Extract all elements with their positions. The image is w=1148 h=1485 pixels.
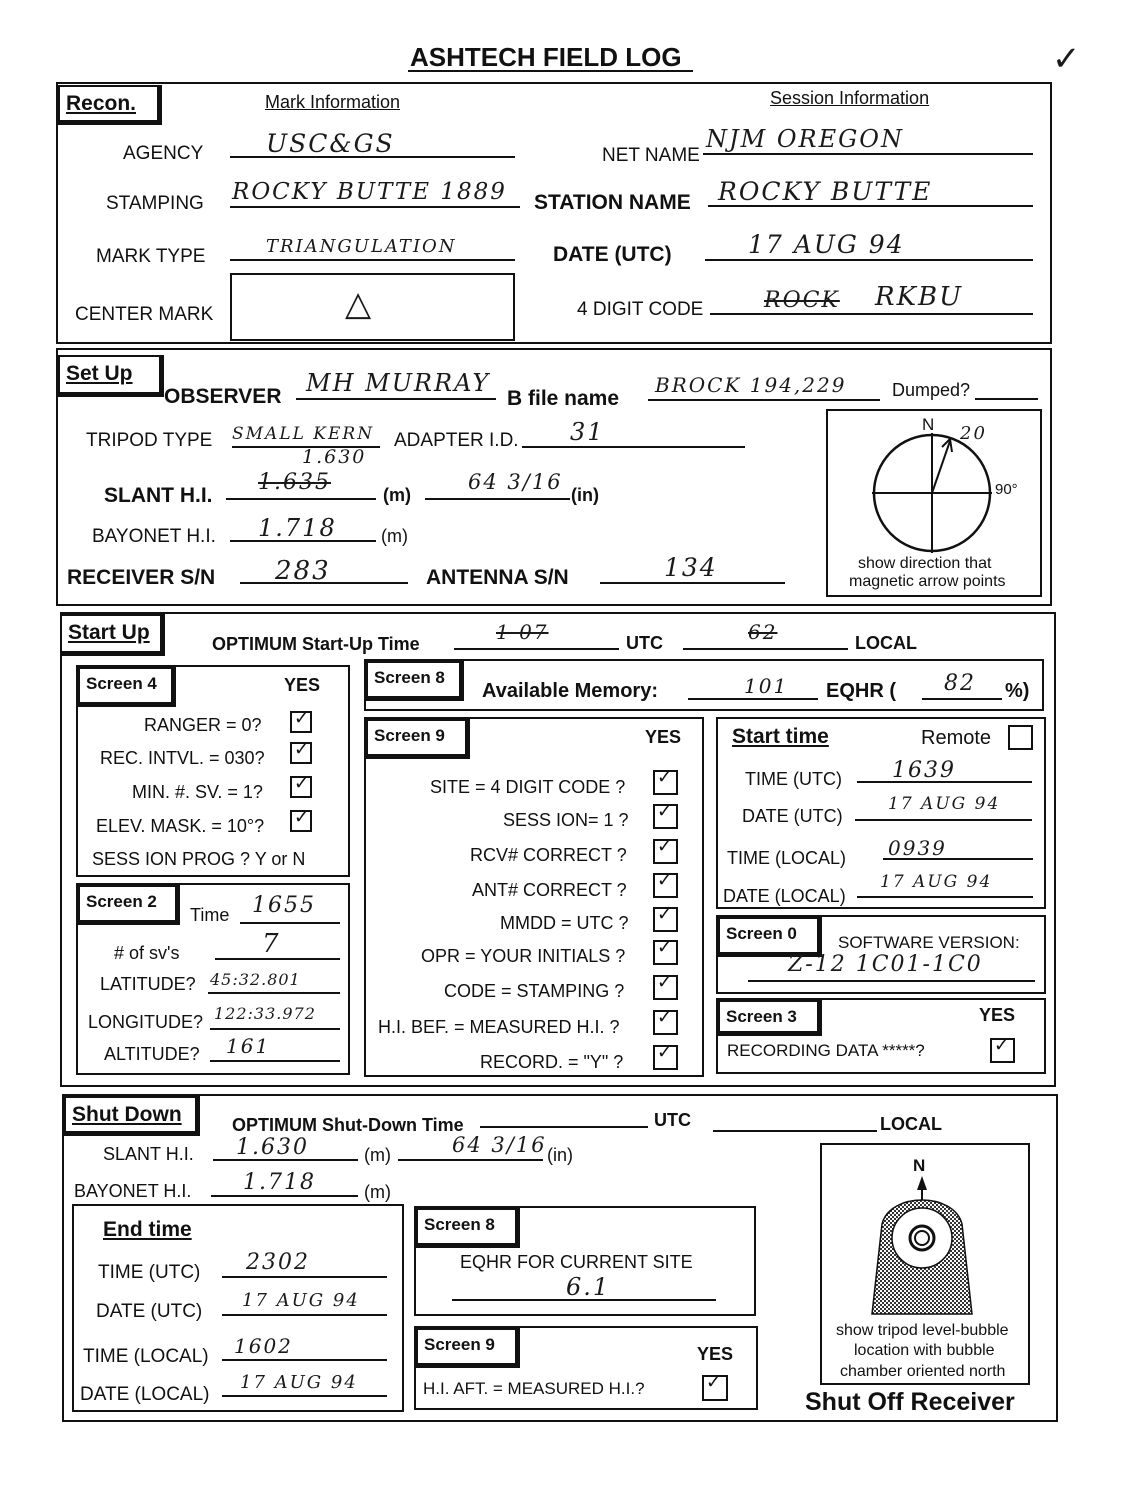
bfile-value[interactable]: BROCK 194,229 xyxy=(655,373,847,397)
shutdown-tag xyxy=(64,1096,200,1136)
digit-code-label: 4 DIGIT CODE xyxy=(577,299,704,320)
memory-label: Available Memory: xyxy=(482,680,658,702)
startup-tag xyxy=(60,614,165,656)
screen9-checkbox[interactable]: ✓ xyxy=(653,907,678,932)
screen9-tag xyxy=(366,719,470,759)
screen2-tag xyxy=(78,885,180,925)
end-time-utc-line xyxy=(222,1276,387,1278)
compass-caption-1: show direction that xyxy=(858,555,992,572)
end-time-local-line xyxy=(222,1359,387,1361)
start-date-utc-value[interactable]: 17 AUG 94 xyxy=(888,794,1001,814)
recording-data-checkbox[interactable]: ✓ xyxy=(990,1038,1015,1063)
date-utc-line xyxy=(705,259,1033,261)
end-time-utc-value[interactable]: 2302 xyxy=(246,1250,310,1275)
title-underline xyxy=(408,70,693,72)
shutdown-screen8-tag-label: Screen 8 xyxy=(424,1215,495,1234)
start-time-local-label: TIME (LOCAL) xyxy=(727,848,847,868)
screen9-checkbox[interactable]: ✓ xyxy=(653,873,678,898)
adapter-value[interactable]: 31 xyxy=(570,418,605,446)
start-date-local-value[interactable]: 17 AUG 94 xyxy=(880,872,993,892)
shutdown-screen8-tag xyxy=(416,1208,520,1248)
shutdown-slant-in-unit: (in) xyxy=(547,1145,573,1165)
screen9-checkbox[interactable]: ✓ xyxy=(653,1045,678,1070)
software-version-value[interactable]: Z-12 1C01-1C0 xyxy=(788,952,983,977)
tripod-label: TRIPOD TYPE xyxy=(86,430,213,451)
shutdown-slant-value[interactable]: 1.630 xyxy=(236,1135,309,1160)
end-time-title: End time xyxy=(103,1218,192,1241)
screen3-yes: YES xyxy=(979,1005,1016,1025)
observer-line xyxy=(296,398,496,400)
screen2-alt-line xyxy=(210,1060,340,1062)
screen2-alt-value[interactable]: 161 xyxy=(226,1034,271,1058)
station-name-label: STATION NAME xyxy=(534,191,691,214)
software-version-label: SOFTWARE VERSION: xyxy=(838,933,1020,952)
digit-code-line xyxy=(710,313,1033,315)
screen4-tag-label: Screen 4 xyxy=(86,674,157,693)
corner-check-mark: ✓ xyxy=(1052,39,1083,79)
bayonet-value[interactable]: 1.718 xyxy=(258,514,337,542)
screen8-tag-label: Screen 8 xyxy=(374,668,445,687)
mark-info-label: Mark Information xyxy=(265,92,401,112)
center-mark-label: CENTER MARK xyxy=(75,304,214,325)
mark-type-label: MARK TYPE xyxy=(96,246,206,267)
end-time-local-label: TIME (LOCAL) xyxy=(83,1346,209,1367)
screen4-yes: YES xyxy=(284,675,321,695)
receiver-label: RECEIVER S/N xyxy=(67,566,216,589)
observer-label: OBSERVER xyxy=(164,385,282,408)
compass-icon xyxy=(862,425,1002,555)
agency-value[interactable]: USC&GS xyxy=(266,129,395,158)
shut-off-receiver-label: Shut Off Receiver xyxy=(805,1388,1015,1416)
net-name-line xyxy=(703,153,1033,155)
screen4-tag xyxy=(78,667,176,707)
screen9-tag-label: Screen 9 xyxy=(374,726,445,745)
recon-tag-label: Recon. xyxy=(66,92,137,115)
screen3-tag xyxy=(718,1000,822,1036)
shutdown-eqhr-label: EQHR FOR CURRENT SITE xyxy=(460,1252,693,1272)
stamping-value[interactable]: ROCKY BUTTE 1889 xyxy=(232,179,507,205)
center-mark-value[interactable]: △ xyxy=(345,284,374,324)
screen3-tag-label: Screen 3 xyxy=(726,1007,797,1026)
bubble-caption-1: show tripod level-bubble xyxy=(836,1322,1009,1339)
screen9-checkbox[interactable]: ✓ xyxy=(653,975,678,1000)
adapter-line xyxy=(522,446,745,448)
remote-checkbox[interactable] xyxy=(1008,725,1033,750)
dumped-line xyxy=(975,398,1038,400)
hi-aft-checkbox[interactable]: ✓ xyxy=(702,1375,728,1401)
shutdown-eqhr-value[interactable]: 6.1 xyxy=(566,1273,611,1301)
screen2-time-label: Time xyxy=(190,905,230,925)
slant-in-value[interactable]: 64 3/16 xyxy=(468,470,563,494)
screen2-sv-label: # of sv's xyxy=(114,943,180,963)
adapter-label: ADAPTER I.D. xyxy=(394,430,519,451)
bayonet-unit: (m) xyxy=(381,526,408,546)
setup-tag-label: Set Up xyxy=(66,362,133,385)
eqhr-line xyxy=(922,698,1002,700)
end-time-local-value[interactable]: 1602 xyxy=(234,1334,293,1358)
screen2-alt-label: ALTITUDE? xyxy=(104,1044,200,1064)
startup-local-label: LOCAL xyxy=(855,633,917,653)
screen9-item: CODE = STAMPING ? xyxy=(444,981,625,1001)
startup-utc-struck: 1 07 xyxy=(496,620,549,644)
eqhr-label: EQHR ( xyxy=(826,680,896,702)
screen9-checkbox[interactable]: ✓ xyxy=(653,804,678,829)
net-name-value[interactable]: NJM OREGON xyxy=(706,125,904,153)
screen2-lat-line xyxy=(208,992,340,994)
shutdown-screen9-tag-label: Screen 9 xyxy=(424,1335,495,1354)
screen4-item: MIN. #. SV. = 1? xyxy=(132,782,263,802)
start-time-local-value[interactable]: 0939 xyxy=(888,836,947,860)
shutdown-bayonet-value[interactable]: 1.718 xyxy=(243,1170,316,1195)
start-time-utc-value[interactable]: 1639 xyxy=(892,758,956,783)
screen9-item: ANT# CORRECT ? xyxy=(472,880,627,900)
slant-in-unit: (in) xyxy=(571,485,599,505)
shutdown-tag-label: Shut Down xyxy=(72,1103,182,1126)
startup-local-line xyxy=(683,648,848,650)
end-date-local-value[interactable]: 17 AUG 94 xyxy=(240,1372,358,1393)
shutdown-local-line xyxy=(713,1130,877,1132)
screen4-item: RANGER = 0? xyxy=(144,715,262,735)
tripod-value[interactable]: SMALL KERN xyxy=(232,424,375,444)
stamping-line xyxy=(230,206,520,208)
end-date-utc-value[interactable]: 17 AUG 94 xyxy=(242,1290,360,1311)
screen2-time-line xyxy=(240,922,340,924)
bubble-caption-3: chamber oriented north xyxy=(840,1363,1006,1380)
shutdown-slant-m-unit: (m) xyxy=(364,1145,391,1165)
start-time-title: Start time xyxy=(732,725,829,748)
antenna-value[interactable]: 134 xyxy=(664,553,718,582)
software-version-line xyxy=(748,980,1035,982)
bfile-line xyxy=(648,399,880,401)
startup-utc-label: UTC xyxy=(626,633,663,653)
start-date-local-line xyxy=(857,896,1033,898)
screen9-yes: YES xyxy=(645,727,682,747)
memory-value[interactable]: 101 xyxy=(744,674,789,698)
session-info-label: Session Information xyxy=(770,88,930,108)
shutdown-slant-in-line xyxy=(398,1159,543,1161)
shutdown-slant-in-value[interactable]: 64 3/16 xyxy=(452,1133,547,1157)
eqhr-value[interactable]: 82 xyxy=(944,671,976,696)
bayonet-label: BAYONET H.I. xyxy=(92,526,216,547)
startup-optimum-label: OPTIMUM Start-Up Time xyxy=(212,634,420,654)
slant-m-unit: (m) xyxy=(383,485,411,505)
bfile-label: B file name xyxy=(507,387,620,410)
shutdown-utc-line xyxy=(480,1126,648,1128)
end-date-utc-label: DATE (UTC) xyxy=(96,1301,203,1322)
bubble-north-label: N xyxy=(913,1156,926,1175)
screen9-checkbox[interactable]: ✓ xyxy=(653,940,678,965)
remote-label: Remote xyxy=(921,727,992,749)
screen2-time-value[interactable]: 1655 xyxy=(252,893,316,918)
screen2-tag-label: Screen 2 xyxy=(86,892,157,911)
screen8-tag xyxy=(366,661,464,701)
screen9-item: RECORD. = "Y" ? xyxy=(480,1052,624,1072)
screen9-item: OPR = YOUR INITIALS ? xyxy=(421,946,626,966)
screen2-sv-value[interactable]: 7 xyxy=(262,929,281,959)
shutdown-utc-label: UTC xyxy=(654,1110,691,1130)
start-date-utc-label: DATE (UTC) xyxy=(742,806,843,826)
compass-caption-2: magnetic arrow points xyxy=(849,573,1006,590)
agency-label: AGENCY xyxy=(123,143,204,164)
screen4-item: ELEV. MASK. = 10°? xyxy=(96,816,265,836)
screen4-checkbox[interactable]: ✓ xyxy=(290,711,312,733)
stamping-label: STAMPING xyxy=(106,193,204,214)
compass-north-label: N xyxy=(922,415,935,434)
end-date-local-label: DATE (LOCAL) xyxy=(80,1384,210,1405)
setup-tag xyxy=(58,355,164,397)
screen2-lat-label: LATITUDE? xyxy=(100,974,196,994)
screen9-item: RCV# CORRECT ? xyxy=(470,845,627,865)
screen9-checkbox[interactable]: ✓ xyxy=(653,839,678,864)
hi-aft-label: H.I. AFT. = MEASURED H.I.? xyxy=(423,1379,645,1398)
startup-local-struck: 62 xyxy=(748,620,778,644)
date-utc-label: DATE (UTC) xyxy=(553,243,672,266)
end-time-utc-label: TIME (UTC) xyxy=(98,1262,201,1283)
screen9-item: SESS ION= 1 ? xyxy=(503,810,629,830)
screen4-checkbox[interactable]: ✓ xyxy=(290,810,312,832)
shutdown-bayonet-label: BAYONET H.I. xyxy=(74,1181,192,1201)
screen0-tag-label: Screen 0 xyxy=(726,924,797,943)
station-name-value[interactable]: ROCKY BUTTE xyxy=(718,177,933,206)
start-date-utc-line xyxy=(855,819,1032,821)
compass-90-label: 90° xyxy=(995,481,1018,498)
start-date-local-label: DATE (LOCAL) xyxy=(723,886,846,906)
screen8-box xyxy=(364,659,1044,711)
screen2-lon-line xyxy=(210,1028,340,1030)
tripod-note: 1.630 xyxy=(302,446,367,468)
screen9-checkbox[interactable]: ✓ xyxy=(653,770,678,795)
shutdown-local-label: LOCAL xyxy=(880,1114,942,1134)
digit-code-struck: ROCK xyxy=(764,288,840,313)
antenna-line xyxy=(600,582,785,584)
screen0-tag xyxy=(718,917,822,957)
startup-utc-line xyxy=(454,648,619,650)
bubble-caption-2: location with bubble xyxy=(854,1342,995,1359)
mark-type-line xyxy=(230,259,515,261)
end-date-utc-line xyxy=(222,1314,387,1316)
date-utc-value[interactable]: 17 AUG 94 xyxy=(748,230,905,259)
end-date-local-line xyxy=(222,1395,387,1397)
digit-code-value[interactable]: RKBU xyxy=(875,282,964,312)
session-prog-label: SESS ION PROG ? Y or N xyxy=(92,849,306,869)
shutdown-bayonet-line xyxy=(211,1195,358,1197)
shutdown-screen9-yes: YES xyxy=(697,1344,734,1364)
receiver-value[interactable]: 283 xyxy=(275,556,331,586)
screen9-item: SITE = 4 DIGIT CODE ? xyxy=(430,777,626,797)
level-bubble-icon xyxy=(860,1172,984,1322)
recon-tag xyxy=(58,85,162,125)
shutdown-screen9-tag xyxy=(416,1328,520,1368)
recording-data-label: RECORDING DATA *****? xyxy=(727,1041,925,1060)
screen4-item: REC. INTVL. = 030? xyxy=(100,748,265,768)
net-name-label: NET NAME xyxy=(602,145,700,166)
screen4-checkbox[interactable]: ✓ xyxy=(290,742,312,764)
dumped-label: Dumped? xyxy=(892,380,971,400)
start-time-utc-label: TIME (UTC) xyxy=(745,769,842,789)
page-title: ASHTECH FIELD LOG xyxy=(410,42,682,72)
eqhr-close: %) xyxy=(1005,680,1030,702)
screen4-checkbox[interactable]: ✓ xyxy=(290,776,312,798)
compass-reading[interactable]: 20 xyxy=(960,423,987,444)
startup-tag-label: Start Up xyxy=(68,621,150,644)
mark-type-value[interactable]: TRIANGULATION xyxy=(266,236,457,257)
shutdown-optimum-label: OPTIMUM Shut-Down Time xyxy=(232,1115,464,1135)
slant-hi-struck: 1.635 xyxy=(258,470,331,495)
slant-in-line xyxy=(425,498,570,500)
screen9-item: H.I. BEF. = MEASURED H.I. ? xyxy=(378,1017,620,1037)
slant-hi-line xyxy=(226,498,376,500)
screen2-lon-value[interactable]: 122:33.972 xyxy=(214,1004,316,1023)
screen2-lat-value[interactable]: 45:32.801 xyxy=(210,970,301,989)
antenna-label: ANTENNA S/N xyxy=(426,566,569,589)
screen9-item: MMDD = UTC ? xyxy=(500,913,629,933)
shutdown-slant-label: SLANT H.I. xyxy=(103,1144,194,1164)
shutdown-bayonet-unit: (m) xyxy=(364,1182,391,1202)
observer-value[interactable]: MH MURRAY xyxy=(306,369,491,397)
memory-line xyxy=(688,698,818,700)
screen2-lon-label: LONGITUDE? xyxy=(88,1012,204,1032)
screen9-checkbox[interactable]: ✓ xyxy=(653,1010,678,1035)
slant-hi-label: SLANT H.I. xyxy=(104,484,213,507)
